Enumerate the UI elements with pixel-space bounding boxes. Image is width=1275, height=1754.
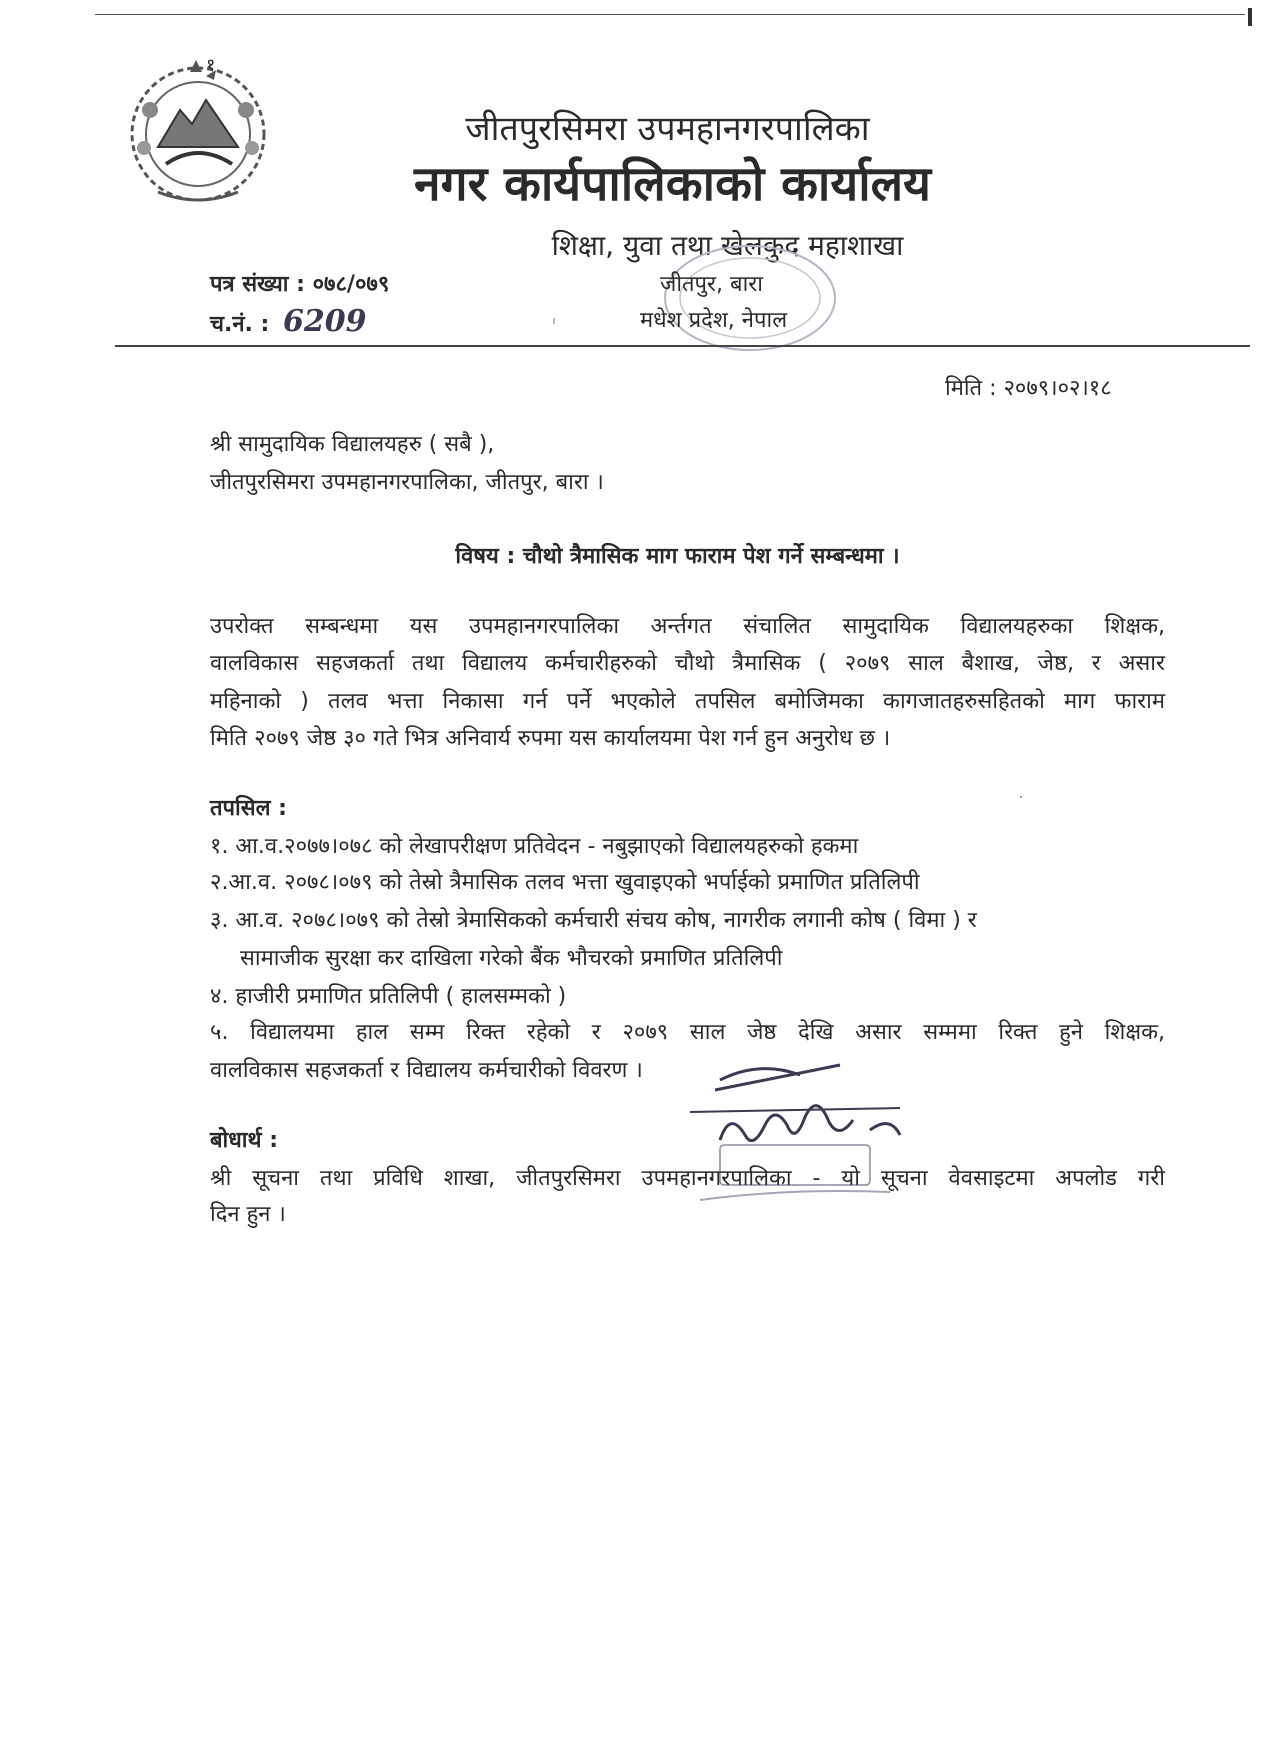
addressee-line-1: श्री सामुदायिक विद्यालयहरु ( सबै ), <box>210 432 495 457</box>
office-title: नगर कार्यपालिकाको कार्यालय <box>413 156 932 212</box>
dispatch-number-label: च.नं. : <box>210 312 270 337</box>
letter-number: पत्र संख्या : ०७८/०७९ <box>210 272 390 297</box>
details-item-5-continued: वालविकास सहजकर्ता र विद्यालय कर्मचारीको विवरण । <box>210 1058 643 1083</box>
body-line-4: मिति २०७९ जेष्ठ ३० गते भित्र अनिवार्य रुपमा यस कार्यालयमा पेश गर्न हुन अनुरोध छ । <box>210 726 891 751</box>
top-border-mark <box>1248 8 1252 26</box>
addressee-line-2: जीतपुरसिमरा उपमहानगरपालिका, जीतपुर, बारा । <box>210 470 604 495</box>
emblem-mark: १ <box>206 55 216 76</box>
details-item-5: ५. विद्यालयमा हाल सम्म रिक्त रहेको र २०७९ साल जेष्ठ देखि असार सम्ममा रिक्त हुने शिक्षक, <box>210 1020 1165 1045</box>
top-border-line <box>95 14 1245 15</box>
copy-to-line-1: श्री सूचना तथा प्रविधि शाखा, जीतपुरसिमरा उपमहानगरपालिका - यो सूचना वेवसाइटमा अपलोड गरी <box>210 1166 1165 1191</box>
location-province: मधेश प्रदेश, नेपाल <box>640 308 788 333</box>
body-line-1: उपरोक्त सम्बन्धमा यस उपमहानगरपालिका अर्न्तगत संचालित सामुदायिक विद्यालयहरुका शिक्षक, <box>210 614 1165 639</box>
header-divider <box>115 345 1250 347</box>
details-item-3-continued: सामाजीक सुरक्षा कर दाखिला गरेको बैंक भौचरको प्रमाणित प्रतिलिपी <box>240 946 783 971</box>
letter-date: मिति : २०७९।०२।१८ <box>945 376 1112 401</box>
body-line-3: महिनाको ) तलव भत्ता निकासा गर्न पर्ने भएकोले तपसिल बमोजिमका कागजातहरुसहितको माग फाराम <box>210 689 1165 714</box>
scan-speck <box>1020 796 1022 798</box>
municipality-name: जीतपुरसिमरा उपमहानगरपालिका <box>465 109 870 149</box>
details-item-3: ३. आ.व. २०७८।०७९ को तेस्रो त्रेमासिकको कर्मचारी संचय कोष, नागरीक लगानी कोष ( विमा ) र <box>210 908 977 933</box>
details-item-4: ४. हाजीरी प्रमाणित प्रतिलिपी ( हालसम्मको ) <box>210 984 567 1009</box>
dispatch-number <box>210 304 367 339</box>
details-item-1: १. आ.व.२०७७।०७८ को लेखापरीक्षण प्रतिवेदन - नबुझाएको विद्यालयहरुको हकमा <box>210 834 859 859</box>
dispatch-number-value: 6209 <box>283 304 367 339</box>
letter-subject: विषय : चौथो त्रैमासिक माग फाराम पेश गर्ने सम्बन्धमा । <box>455 544 900 569</box>
body-line-2: वालविकास सहजकर्ता तथा विद्यालय कर्मचारीहरुको चौथो त्रैमासिक ( २०७९ साल बैशाख, जेष्ठ, र असार <box>210 651 1165 676</box>
division-name: शिक्षा, युवा तथा खेलकुद महाशाखा <box>551 229 904 262</box>
scan-speck <box>553 318 555 324</box>
location-city: जीतपुर, बारा <box>660 272 763 297</box>
copy-to-line-2: दिन हुन । <box>210 1202 286 1227</box>
details-item-2: २.आ.व. २०७८।०७९ को तेस्रो त्रैमासिक तलव भत्ता खुवाइएको भर्पाईको प्रमाणित प्रतिलिपी <box>210 870 920 895</box>
copy-to-heading: बोधार्थ : <box>210 1128 279 1153</box>
details-heading: तपसिल : <box>210 796 287 821</box>
